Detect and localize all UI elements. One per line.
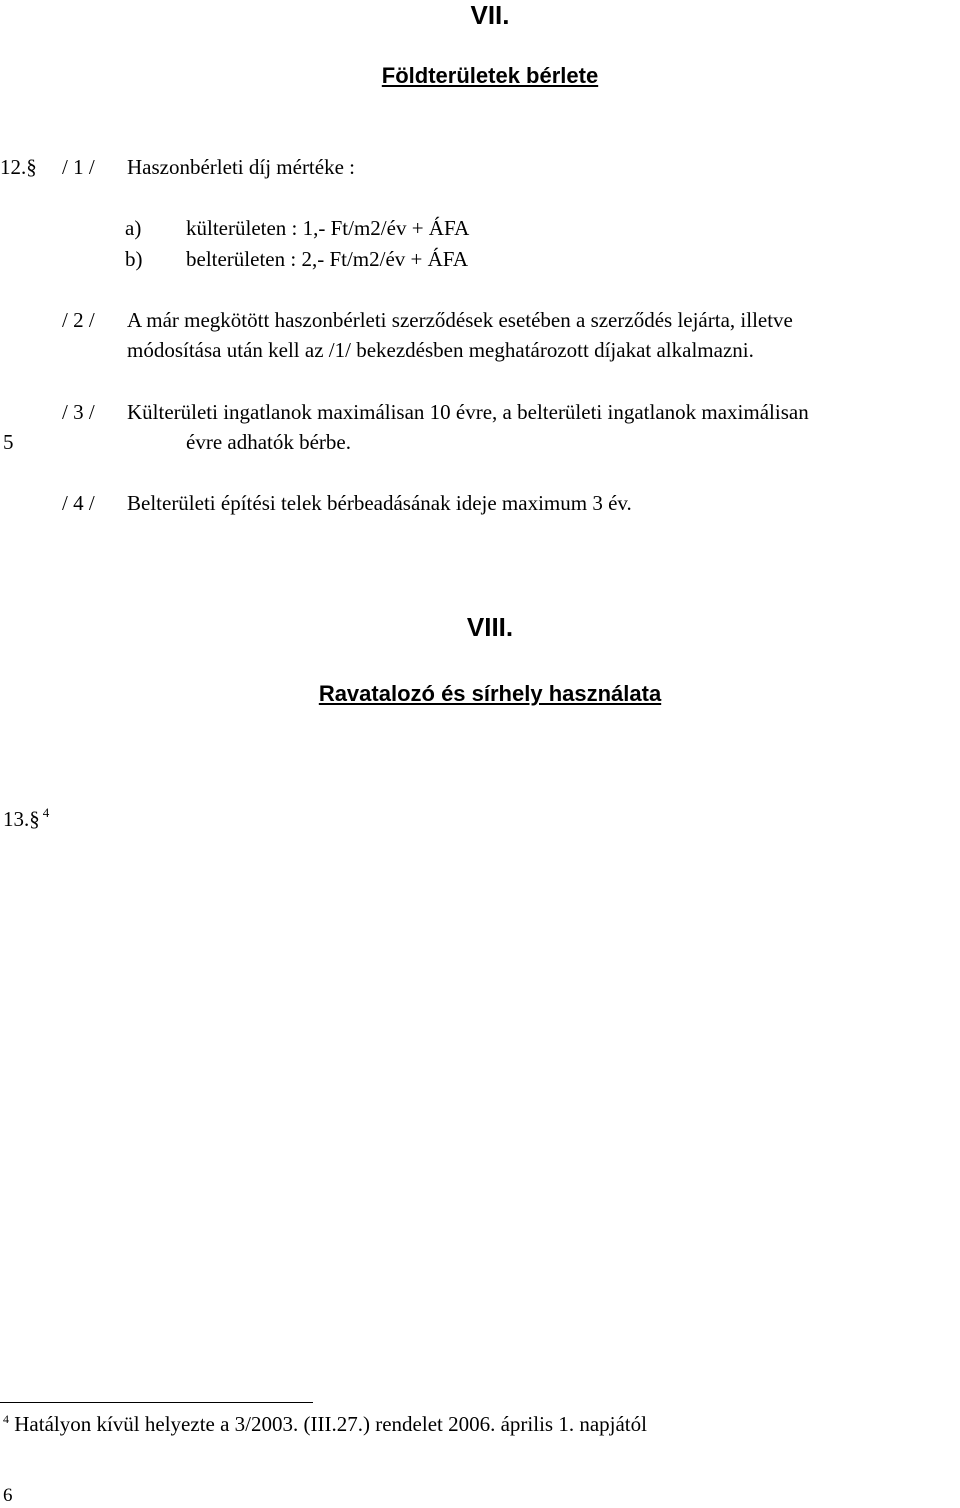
list-item-b-marker: b) <box>125 247 143 271</box>
page-number: 6 <box>3 1485 13 1506</box>
section-viii-title: Ravatalozó és sírhely használata <box>318 681 662 706</box>
subsection-4-text: Belterületi építési telek bérbeadásának ideje maximum 3 év. <box>127 491 632 515</box>
section-viii-numeral: VIII. <box>466 612 514 642</box>
section-sign: § <box>26 155 37 179</box>
paragraph-13-number: 13. <box>3 807 30 831</box>
list-item-a-marker: a) <box>125 216 142 240</box>
subsection-3-label: / 3 / <box>62 400 95 424</box>
paragraph-12-heading <box>0 157 37 178</box>
subsection-2-line-2: módosítása után kell az /1/ bekezdésben meghatározott díjakat alkalmazni. <box>127 338 754 362</box>
footnote <box>3 1413 647 1435</box>
list-item-b-text: belterületen : 2,- Ft/m2/év + ÁFA <box>186 247 469 271</box>
subsection-3-line-1: Külterületi ingatlanok maximálisan 10 évre, a belterületi ingatlanok maximálisan <box>127 400 809 424</box>
subsection-2-label: / 2 / <box>62 308 95 332</box>
footnote-number: 4 <box>3 1412 9 1426</box>
paragraph-12-number: 12. <box>0 155 27 179</box>
subsection-3-line-2: évre adhatók bérbe. <box>186 430 351 454</box>
subsection-1-label: / 1 / <box>62 155 95 179</box>
footnote-text: Hatályon kívül helyezte a 3/2003. (III.27.) rendelet 2006. április 1. napjától <box>14 1412 647 1436</box>
footnote-reference[interactable]: 4 <box>42 805 50 820</box>
subsection-4-label: / 4 / <box>62 491 95 515</box>
paragraph-13-heading <box>3 806 49 830</box>
subsection-3-margin-number: 5 <box>3 430 14 454</box>
footnote-separator <box>0 1402 313 1403</box>
subsection-2-line-1: A már megkötött haszonbérleti szerződések esetében a szerződés lejárta, illetve <box>127 308 793 332</box>
section-vii-title: Földterületek bérlete <box>381 63 599 88</box>
list-item-a-text: külterületen : 1,- Ft/m2/év + ÁFA <box>186 216 470 240</box>
section-vii-numeral: VII. <box>470 0 510 30</box>
section-sign: § <box>29 807 40 831</box>
subsection-1-text: Haszonbérleti díj mértéke : <box>127 155 355 179</box>
